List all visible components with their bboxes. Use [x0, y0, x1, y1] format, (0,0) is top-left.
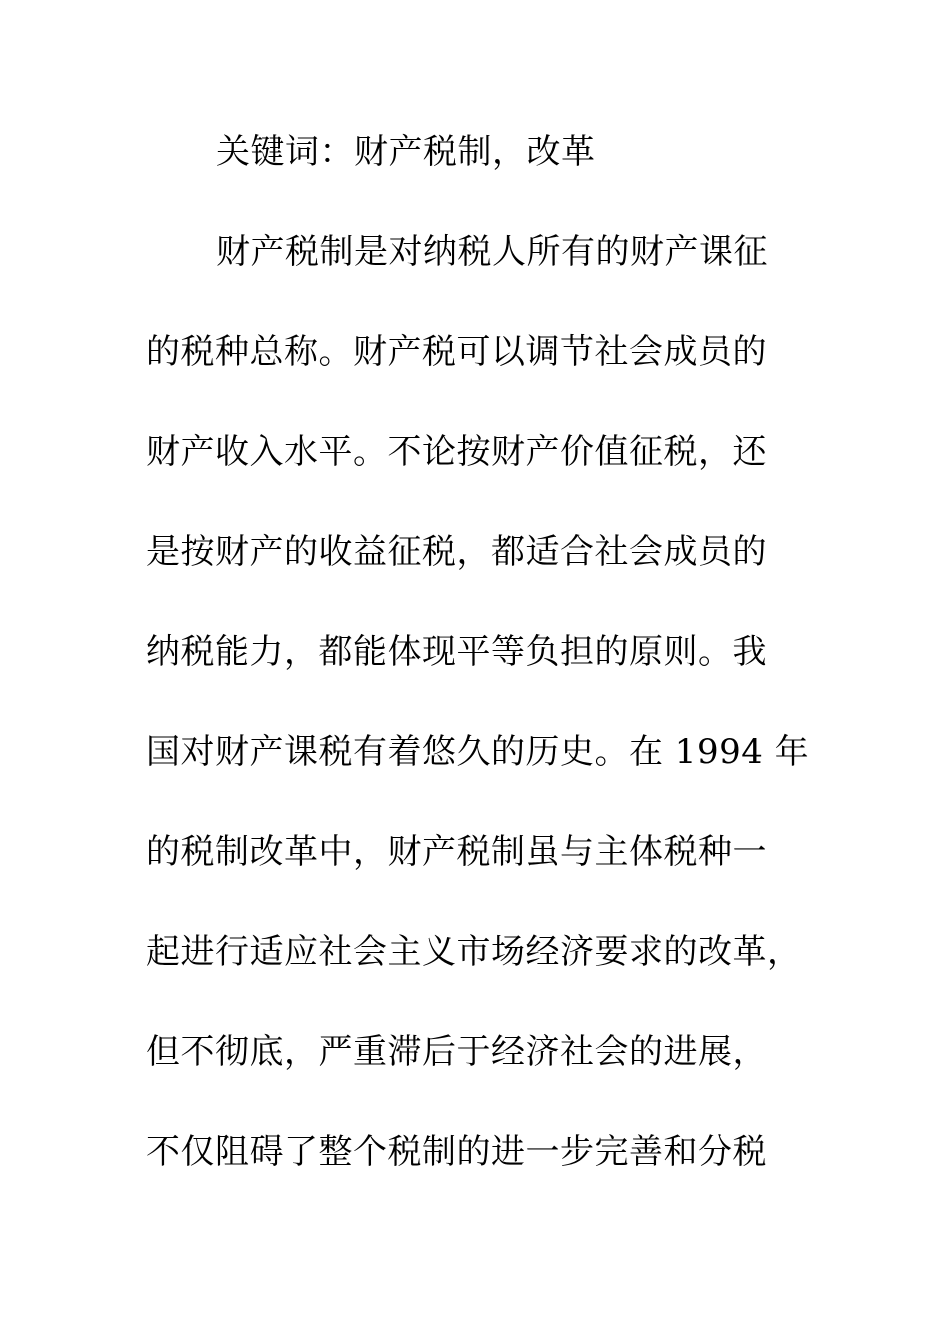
keywords-line: 关键词：财产税制，改革 [216, 132, 596, 172]
paragraph-line: 纳税能力，都能体现平等负担的原则。我 [146, 632, 767, 672]
paragraph-line: 财产税制是对纳税人所有的财产课征 [216, 232, 768, 272]
paragraph-line: 财产收入水平。不论按财产价值征税，还 [146, 432, 767, 472]
paragraph-line: 的税制改革中，财产税制虽与主体税种一 [146, 832, 767, 872]
paragraph-line: 的税种总称。财产税可以调节社会成员的 [146, 332, 767, 372]
paragraph-line: 不仅阻碍了整个税制的进一步完善和分税 [146, 1132, 767, 1172]
paragraph-line: 但不彻底，严重滞后于经济社会的进展， [146, 1032, 767, 1072]
paragraph-line: 起进行适应社会主义市场经济要求的改革， [146, 932, 802, 972]
paragraph-line: 是按财产的收益征税，都适合社会成员的 [146, 532, 767, 572]
paragraph-line: 国对财产课税有着悠久的历史。在 1994 年 [146, 732, 810, 772]
